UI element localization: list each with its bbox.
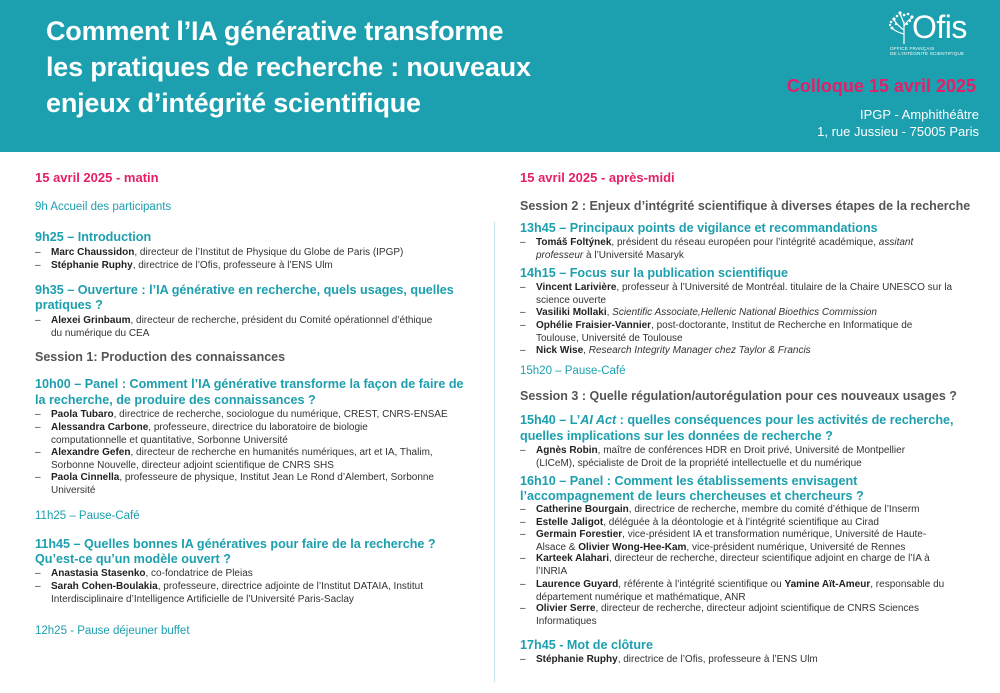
speaker-name: Anastasia Stasenko	[51, 568, 146, 579]
speaker-name: Catherine Bourgain	[536, 504, 629, 515]
speaker-name: Germain Forestier	[536, 529, 623, 540]
speaker-name: Karteek Alahari	[536, 553, 609, 564]
header-banner	[0, 0, 1000, 152]
speaker-name: Stéphanie Ruphy	[51, 260, 133, 271]
title-line-3: enjeux d’intégrité scientifique	[46, 88, 421, 118]
coffee-break-2: 15h20 – Pause-Café	[520, 365, 626, 377]
speaker-name: Paola Cinnella	[51, 472, 120, 483]
aiact-title-2: quelles implications sur les données de recherche ?	[520, 429, 833, 443]
speaker-item: – Vincent Larivière, professeur à l’Université de Montréal. titulaire de la Chaire UNESCO sur la science ouverte	[520, 282, 953, 306]
speaker-item: – Alessandra Carbone, professeure, directrice du laboratoire de biologie computationnelle et quantitative, Sorbonne Université	[35, 422, 368, 446]
session-1-heading: Session 1: Production des connaissances	[35, 350, 286, 364]
speaker-name: Alexei Grinbaum	[51, 315, 131, 326]
afternoon-day-heading: 15 avril 2025 - après-midi	[520, 170, 675, 185]
speaker-item: – Marc Chaussidon, directeur de l’Institut de Physique du Globe de Paris (IPGP)	[35, 247, 404, 258]
panel1-title-2: la recherche, de produire des connaissances ?	[35, 393, 316, 407]
panel2-title-1: 16h10 – Panel : Comment les établissements envisagent	[520, 474, 858, 488]
speaker-name: Marc Chaussidon	[51, 247, 135, 258]
speaker-item: – Laurence Guyard, référente à l’intégrité scientifique ou Yamine Aït-Ameur, responsable du département numérique et mathématique, ANR	[520, 579, 945, 603]
speaker-name: Vincent Larivière	[536, 282, 617, 293]
speaker-item: – Estelle Jaligot, déléguée à la déontologie et à l’intégrité scientifique au Cirad	[520, 517, 879, 528]
speaker-name: Vasiliki Mollaki	[536, 307, 607, 318]
opening-title-2: pratiques ?	[35, 298, 103, 312]
speaker-name: Laurence Guyard	[536, 579, 619, 590]
speaker-item: – Olivier Serre, directeur de recherche, directeur adjoint scientifique de CNRS Sciences Informatiques	[520, 603, 919, 627]
speaker-item: – Stéphanie Ruphy, directrice de l’Ofis, professeure à l’ENS Ulm	[520, 654, 818, 665]
speaker-item: – Sarah Cohen-Boulakia, professeure, directrice adjointe de l’Institut DATAIA, Institut Interdisciplinaire d’Intelligence Artificielle de l’Université Paris-Saclay	[35, 581, 424, 605]
speaker-name: Stéphanie Ruphy	[536, 654, 618, 665]
speaker-item: – Ophélie Fraisier-Vannier, post-doctorante, Institut de Recherche en Informatique de Toulouse, Université de Toulouse	[520, 320, 913, 344]
logo-subtitle-2: DE L’INTÉGRITÉ SCIENTIFIQUE	[890, 51, 965, 56]
speaker-name: Nick Wise	[536, 345, 584, 356]
panel1-title-1: 10h00 – Panel : Comment l’IA générative transforme la façon de faire de	[35, 377, 464, 391]
speaker-name: Alessandra Carbone	[51, 422, 149, 433]
speaker-name: Alexandre Gefen	[51, 447, 131, 458]
tree-icon	[888, 10, 914, 44]
speaker-item: – Alexandre Gefen, directeur de recherche en humanités numériques, art et IA, Thalim, Sorbonne Nouvelle, directeur adjoint scientifique de CNRS SHS	[35, 447, 433, 471]
venue-line-2: 1, rue Jussieu - 75005 Paris	[817, 124, 979, 139]
aiact-title-1: 15h40 – L’AI Act : quelles conséquences pour les activités de recherche,	[520, 413, 954, 427]
speaker-name: Olivier Wong-Hee-Kam	[578, 541, 687, 553]
speaker-name: Agnès Robin	[536, 445, 598, 456]
speaker-name: Ophélie Fraisier-Vannier	[536, 320, 652, 331]
talk2-title-2: Qu’est-ce qu’un modèle ouvert ?	[35, 552, 231, 566]
colloque-label: Colloque	[786, 76, 864, 96]
lunch-break: 12h25 - Pause déjeuner buffet	[35, 625, 190, 637]
speaker-item: – Agnès Robin, maître de conférences HDR en Droit privé, Université de Montpellier (LICeM), spécialiste de Droit de la propriété intellectuelle et du numérique	[520, 445, 906, 469]
logo-text: Ofis	[912, 9, 967, 45]
colloque-date	[787, 76, 976, 97]
speaker-item: – Stéphanie Ruphy, directrice de l’Ofis, professeure à l’ENS Ulm	[35, 260, 333, 271]
speaker-item: – Paola Tubaro, directrice de recherche, sociologue du numérique, CREST, CNRS-ENSAE	[35, 409, 448, 420]
opening-title-1: 9h35 – Ouverture : l’IA générative en recherche, quels usages, quelles	[35, 283, 454, 297]
speaker-item: – Catherine Bourgain, directrice de recherche, membre du comité d’éthique de l’Inserm	[520, 504, 920, 515]
speaker-item: – Tomáš Foltýnek, président du réseau européen pour l’intégrité académique, assitant professeur à l’Université Masaryk	[520, 237, 914, 261]
intro-title: 9h25 – Introduction	[35, 230, 152, 244]
colloque-date-value: 15 avril 2025	[868, 76, 976, 96]
talk2-title-1: 11h45 – Quelles bonnes IA génératives pour faire de la recherche ?	[35, 537, 436, 551]
speaker-name: Paola Tubaro	[51, 409, 114, 420]
speaker-name: Estelle Jaligot	[536, 517, 604, 528]
closing-title: 17h45 - Mot de clôture	[520, 638, 653, 652]
panel2-title-2: l’accompagnement de leurs chercheuses et chercheurs ?	[520, 489, 864, 503]
speaker-item: – Germain Forestier, vice-président IA et transformation numérique, Université de Haute- Alsace & Olivier Wong-Hee-Kam, vice-président numérique, Université de Rennes	[520, 529, 927, 553]
speaker-name: Tomáš Foltýnek	[536, 237, 612, 248]
title-line-1: Comment l’IA générative transforme	[46, 16, 504, 46]
welcome-item: 9h Accueil des participants	[35, 201, 172, 213]
session-2-heading: Session 2 : Enjeux d’intégrité scientifique à diverses étapes de la recherche	[520, 199, 971, 213]
speaker-item: – Anastasia Stasenko, co-fondatrice de Pleias	[35, 568, 253, 579]
column-divider	[494, 222, 495, 682]
logo-subtitle-1: OFFICE FRANÇAIS	[890, 46, 935, 51]
title-line-2: les pratiques de recherche : nouveaux	[46, 52, 531, 82]
speaker-name: Sarah Cohen-Boulakia	[51, 581, 158, 592]
vigilance-title: 13h45 – Principaux points de vigilance et recommandations	[520, 221, 878, 235]
speaker-item: – Paola Cinnella, professeure de physique, Institut Jean Le Rond d’Alembert, Sorbonne Université	[35, 472, 434, 496]
venue-line-1: IPGP - Amphithéâtre	[860, 107, 979, 122]
speaker-item: – Karteek Alahari, directeur de recherche, directeur scientifique adjoint en charge de l’IA à l’INRIA	[520, 553, 930, 577]
ofis-logo	[886, 10, 992, 56]
speaker-item: – Vasiliki Mollaki, Scientific Associate,Hellenic National Bioethics Commission	[520, 307, 877, 318]
speaker-name: Yamine Aït-Ameur	[784, 579, 871, 590]
speaker-name: Olivier Serre	[536, 603, 596, 614]
morning-day-heading: 15 avril 2025 - matin	[35, 170, 159, 185]
coffee-break-1: 11h25 – Pause-Café	[35, 510, 140, 522]
publication-title: 14h15 – Focus sur la publication scientifique	[520, 266, 789, 280]
session-3-heading: Session 3 : Quelle régulation/autorégulation pour ces nouveaux usages ?	[520, 389, 957, 403]
speaker-item: – Nick Wise, Research Integrity Manager chez Taylor & Francis	[520, 345, 811, 356]
speaker-item: – Alexei Grinbaum, directeur de recherche, président du Comité opérationnel d’éthique du numérique du CEA	[35, 315, 433, 339]
